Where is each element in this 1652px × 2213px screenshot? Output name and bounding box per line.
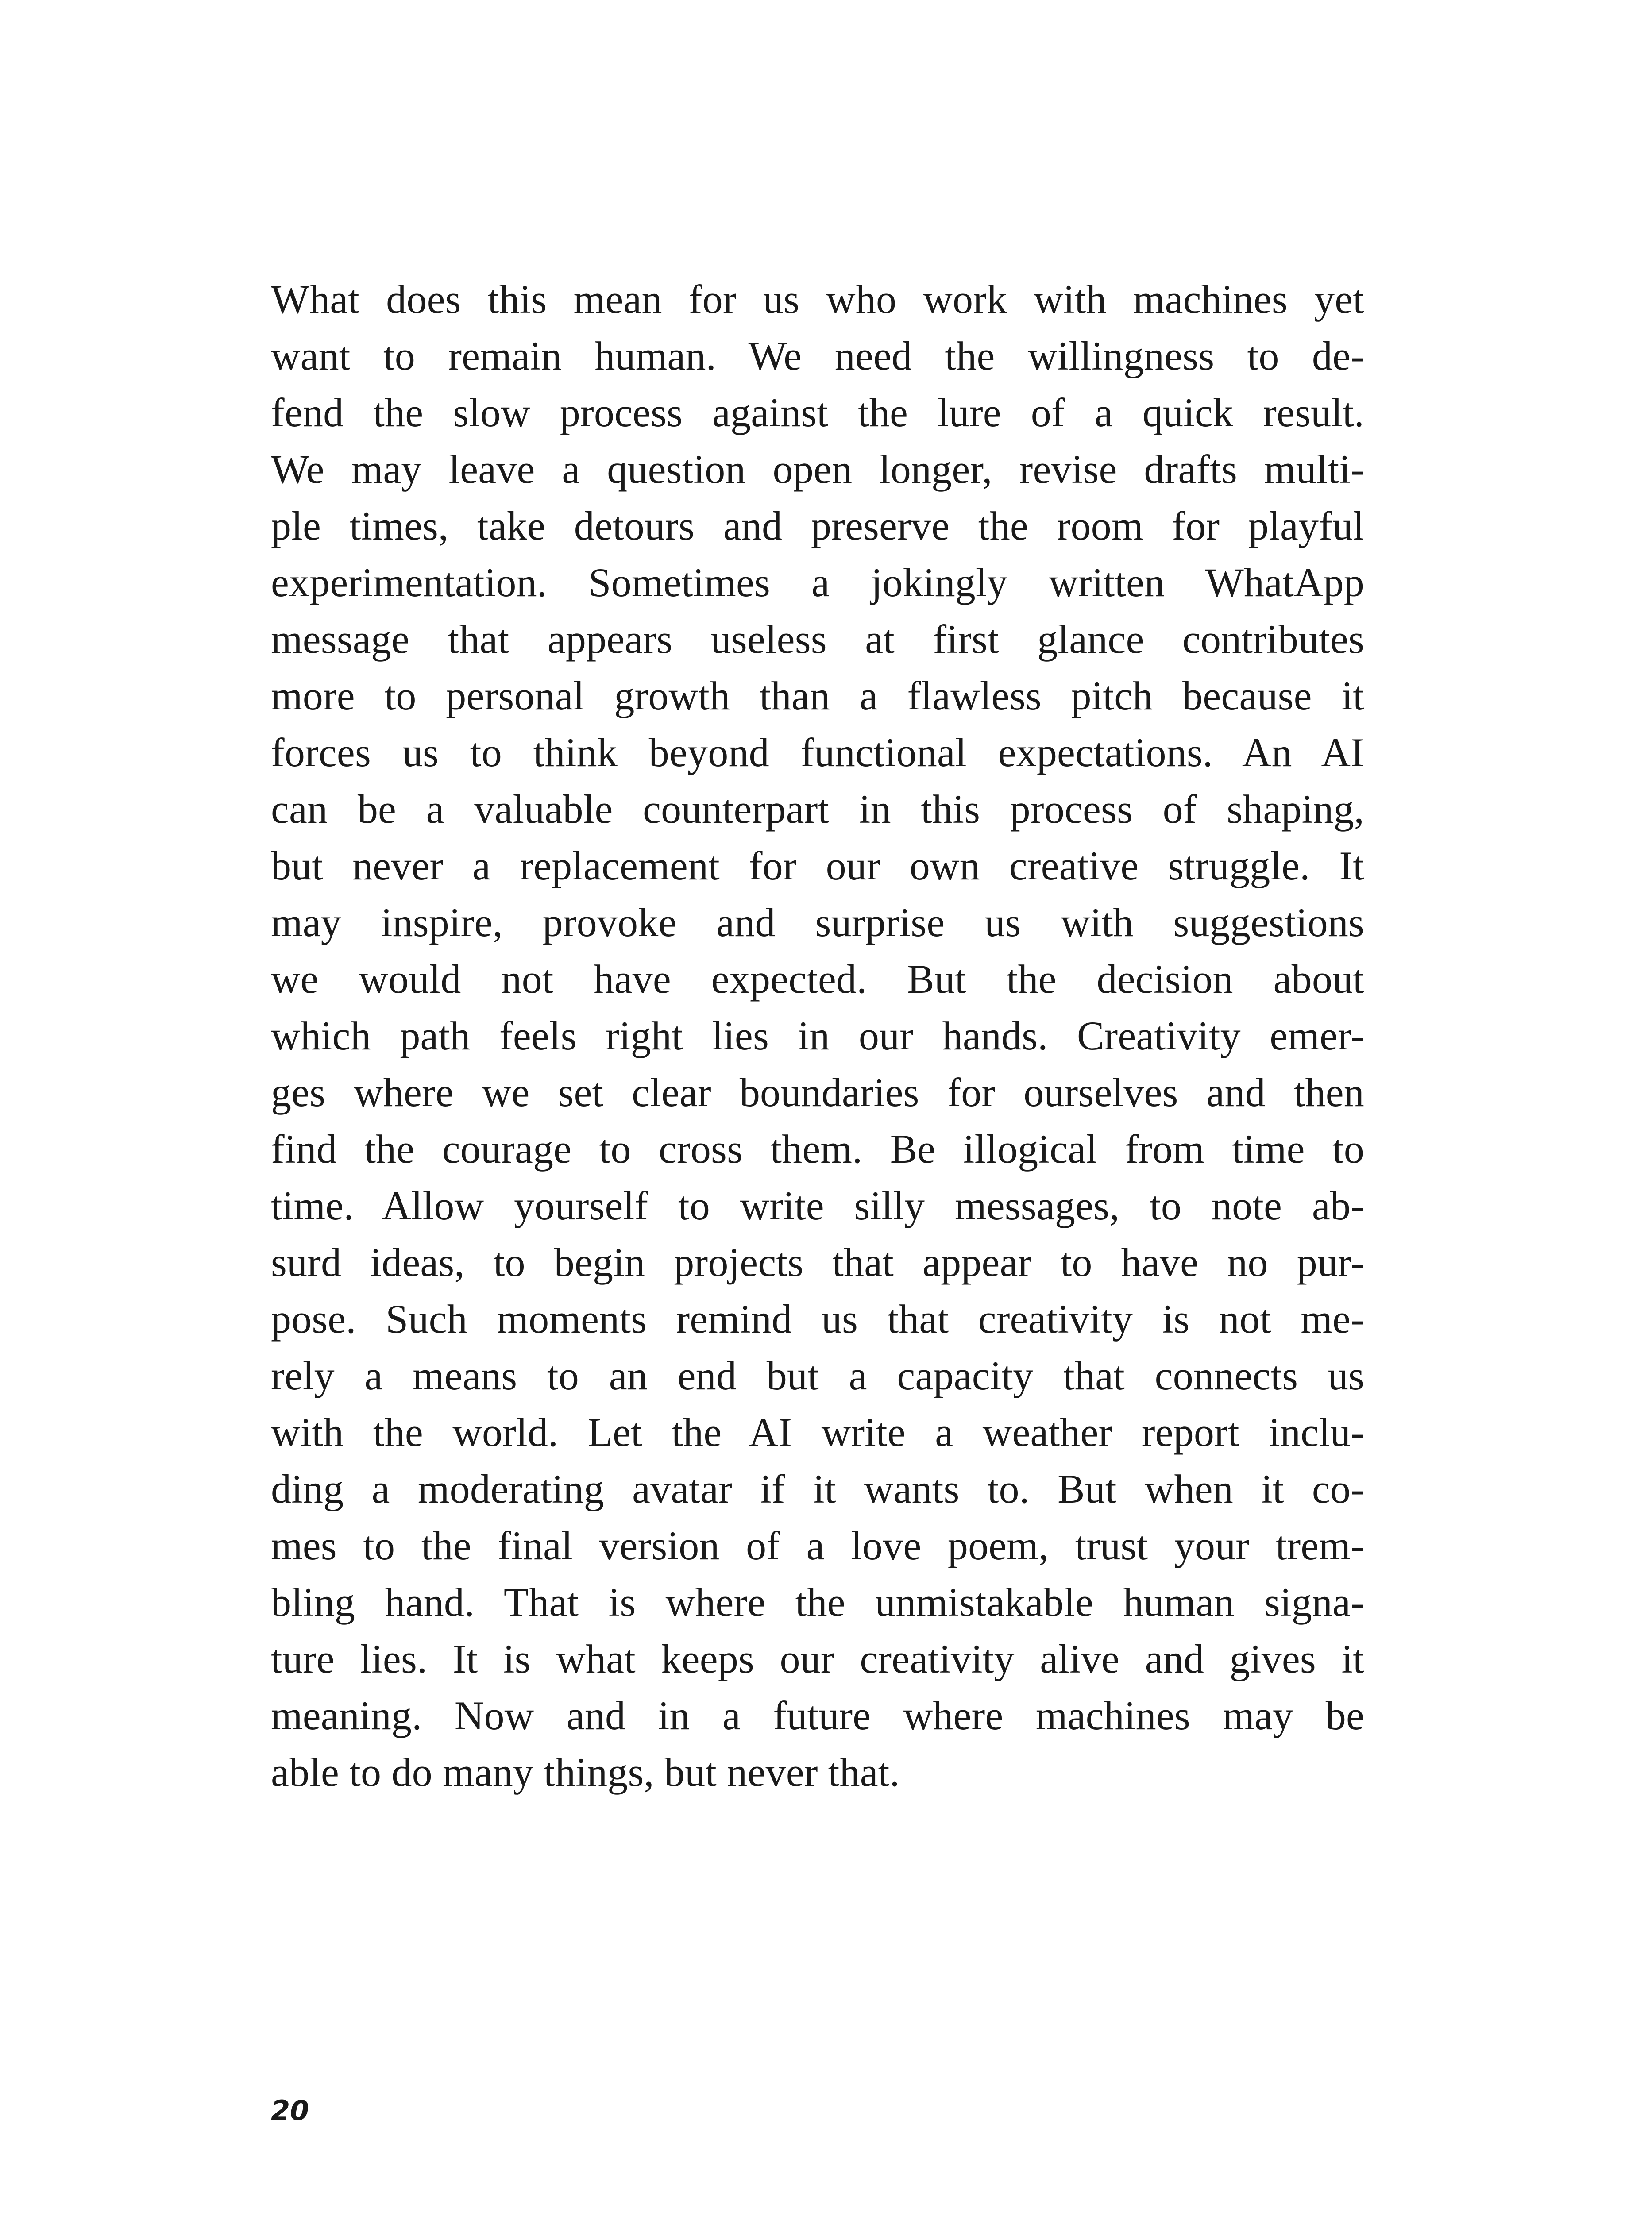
text-line: want to remain human. We need the willingness to de- bbox=[271, 333, 1364, 378]
text-line: message that appears useless at first glance contributes bbox=[271, 617, 1364, 662]
text-line: we would not have expected. But the decision about bbox=[271, 956, 1364, 1002]
text-line: bling hand. That is where the unmistakable human signa- bbox=[271, 1580, 1364, 1625]
text-line: more to personal growth than a flawless pitch because it bbox=[271, 673, 1364, 718]
text-line: meaning. Now and in a future where machines may be bbox=[271, 1693, 1364, 1738]
text-line: time. Allow yourself to write silly messages, to note ab- bbox=[271, 1183, 1364, 1228]
text-line: ture lies. It is what keeps our creativity alive and gives it bbox=[271, 1636, 1364, 1681]
text-line: ding a moderating avatar if it wants to. But when it co- bbox=[271, 1466, 1364, 1511]
text-line: which path feels right lies in our hands. Creativity emer- bbox=[271, 1013, 1364, 1058]
text-line: ple times, take detours and preserve the room for playful bbox=[271, 503, 1364, 548]
text-line: but never a replacement for our own creative struggle. It bbox=[271, 843, 1364, 888]
text-line: may inspire, provoke and surprise us with suggestions bbox=[271, 900, 1364, 945]
text-line: forces us to think beyond functional expectations. An AI bbox=[271, 730, 1364, 775]
text-line: pose. Such moments remind us that creativity is not me- bbox=[271, 1296, 1364, 1342]
text-line: experimentation. Sometimes a jokingly written WhatApp bbox=[271, 560, 1364, 605]
text-line: rely a means to an end but a capacity that connects us bbox=[271, 1353, 1364, 1398]
text-line: What does this mean for us who work with machines yet bbox=[271, 277, 1364, 322]
text-line: We may leave a question open longer, revise drafts multi- bbox=[271, 447, 1364, 492]
text-line-last: able to do many things, but never that. bbox=[271, 1750, 900, 1795]
body-paragraph bbox=[271, 271, 1364, 1800]
text-line: with the world. Let the AI write a weather report inclu- bbox=[271, 1410, 1364, 1455]
text-line: can be a valuable counterpart in this process of shaping, bbox=[271, 787, 1364, 832]
page-number: 20 bbox=[271, 2094, 309, 2127]
text-line: find the courage to cross them. Be illogical from time to bbox=[271, 1126, 1364, 1172]
text-line: fend the slow process against the lure of a quick result. bbox=[271, 390, 1364, 435]
text-line: mes to the final version of a love poem, trust your trem- bbox=[271, 1523, 1364, 1568]
text-line: ges where we set clear boundaries for ourselves and then bbox=[271, 1070, 1364, 1115]
text-line: surd ideas, to begin projects that appear to have no pur- bbox=[271, 1240, 1364, 1285]
